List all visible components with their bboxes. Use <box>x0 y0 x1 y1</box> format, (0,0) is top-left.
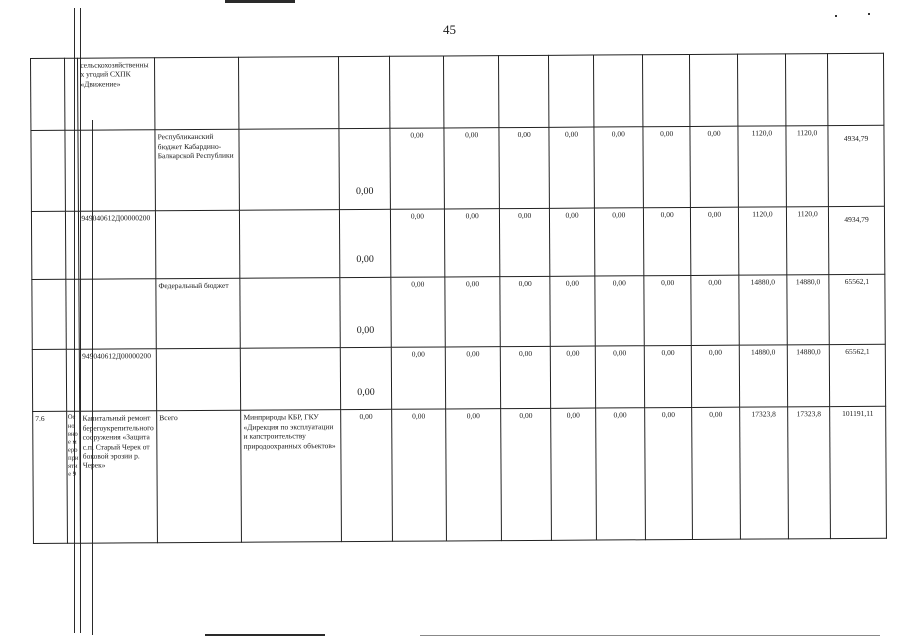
funding-source-cell <box>156 210 241 279</box>
measure-name-cell: сельскохозяйственных угодий СХПК «Движение» <box>78 58 155 131</box>
value-cell: 0,00 <box>445 277 500 348</box>
value-cell <box>339 56 390 129</box>
value-cell: 0,00 <box>445 208 500 277</box>
table-row <box>32 274 885 349</box>
row-number-cell <box>31 58 65 131</box>
value-cell: 0,00 <box>691 275 739 346</box>
table-row <box>31 126 884 212</box>
value-cell: 14880,0 <box>739 275 788 346</box>
measure-type-cell <box>66 279 80 349</box>
value-cell <box>593 55 643 128</box>
value-cell: 1120,0 <box>738 207 787 276</box>
value-cell: 17323,8 <box>788 407 831 539</box>
value-cell <box>549 55 594 128</box>
value-cell: 0,00 <box>550 208 595 277</box>
value-cell: 0,00 <box>391 347 446 410</box>
funding-source-cell <box>156 348 241 411</box>
measure-type-cell <box>64 58 78 130</box>
executor-cell <box>240 278 340 349</box>
value-cell: 14880,0 <box>739 345 788 408</box>
value-cell: 0,00 <box>549 127 594 208</box>
table-row <box>31 53 884 131</box>
table-row <box>33 407 887 544</box>
value-cell: 0,00 <box>644 275 692 346</box>
value-cell <box>786 54 829 127</box>
value-cell <box>444 56 499 129</box>
value-cell: 0,00 <box>594 276 644 347</box>
value-cell: 0,00 <box>551 346 596 409</box>
row-number-cell <box>32 279 66 349</box>
value-cell: 0,00 <box>595 346 645 409</box>
scan-bottom-line <box>420 635 880 636</box>
row-number-cell <box>32 349 66 411</box>
measure-type-cell <box>65 131 79 211</box>
measure-name-cell <box>79 279 156 350</box>
value-cell: 0,00 <box>340 347 391 410</box>
measure-name-cell: Капитальный ремонт берегоукрепительного сооружения «Защита с.п. Старый Черек от боковой эрозии р. Черек» <box>80 411 158 543</box>
value-cell: 0,00 <box>501 409 552 541</box>
value-cell: 4934,79 <box>828 126 884 207</box>
value-cell: 0,00 <box>645 408 693 540</box>
value-cell: 14880,0 <box>787 275 829 346</box>
value-cell: 0,00 <box>644 346 692 409</box>
value-cell <box>498 55 549 128</box>
measure-name-cell <box>78 130 155 211</box>
value-cell <box>389 56 444 129</box>
value-cell: 0,00 <box>595 408 645 540</box>
value-cell: 0,00 <box>340 277 391 348</box>
table-row <box>32 344 885 411</box>
value-cell: 0,00 <box>550 276 595 347</box>
value-cell: 0,00 <box>446 347 501 410</box>
value-cell: 0,00 <box>692 345 740 408</box>
measure-name-cell: 949040612Д00000200 <box>80 349 157 412</box>
value-cell <box>737 54 786 127</box>
value-cell: 0,00 <box>644 207 692 276</box>
measure-type-cell <box>65 211 79 279</box>
value-cell: 1120,0 <box>787 206 829 275</box>
measure-type-cell: Осно вное мероприятие 9 <box>66 412 80 544</box>
value-cell: 0,00 <box>339 129 390 210</box>
scan-speck <box>835 15 837 17</box>
measure-type-cell <box>66 349 80 411</box>
value-cell: 0,00 <box>390 209 445 278</box>
measure-name-cell: 949040612Д00000200 <box>79 210 156 279</box>
value-cell: 101191,11 <box>830 407 887 539</box>
value-cell: 0,00 <box>340 209 391 278</box>
value-cell: 0,00 <box>594 127 644 208</box>
scan-bottom-line <box>205 634 325 636</box>
value-cell: 65562,1 <box>829 274 885 345</box>
value-cell <box>828 53 884 126</box>
scan-top-mark <box>225 0 295 3</box>
row-number-cell: 7.6 <box>33 412 67 544</box>
value-cell: 14880,0 <box>787 345 829 408</box>
value-cell <box>690 54 738 127</box>
value-cell: 0,00 <box>692 408 740 540</box>
table-row <box>31 206 884 279</box>
value-cell: 1120,0 <box>786 126 829 207</box>
executor-cell: Минприроды КБР, ГКУ «Дирекция по эксплуатации и капстроительству природоохранных объектов» <box>241 410 342 542</box>
value-cell: 17323,8 <box>739 407 788 539</box>
executor-cell <box>240 209 340 278</box>
executor-cell <box>239 129 339 210</box>
funding-source-cell: Всего <box>157 411 242 543</box>
funding-source-cell: Федеральный бюджет <box>156 278 241 349</box>
value-cell: 0,00 <box>391 409 446 541</box>
value-cell: 4934,79 <box>829 206 885 275</box>
funding-source-cell <box>155 57 240 130</box>
budget-table <box>30 53 887 544</box>
value-cell: 0,00 <box>444 128 499 209</box>
value-cell: 0,00 <box>643 127 691 208</box>
value-cell: 0,00 <box>499 128 550 209</box>
row-number-cell <box>31 131 65 212</box>
value-cell: 0,00 <box>594 207 644 276</box>
value-cell: 0,00 <box>499 208 550 277</box>
scan-speck <box>868 13 870 15</box>
value-cell: 1120,0 <box>738 126 787 207</box>
value-cell: 0,00 <box>690 126 738 207</box>
funding-source-cell: Республиканский бюджет Кабардино-Балкарской Республики <box>155 130 240 211</box>
value-cell: 0,00 <box>446 409 501 541</box>
executor-cell <box>241 348 341 411</box>
value-cell: 0,00 <box>551 408 596 540</box>
row-number-cell <box>31 211 65 279</box>
value-cell: 65562,1 <box>829 344 885 407</box>
value-cell: 0,00 <box>500 347 551 410</box>
value-cell: 0,00 <box>390 128 445 209</box>
value-cell: 0,00 <box>691 207 739 276</box>
value-cell: 0,00 <box>500 276 551 347</box>
value-cell: 0,00 <box>341 410 392 542</box>
executor-cell <box>239 57 339 130</box>
value-cell <box>643 54 691 127</box>
value-cell: 0,00 <box>390 277 445 348</box>
page-number: 45 <box>443 22 456 37</box>
